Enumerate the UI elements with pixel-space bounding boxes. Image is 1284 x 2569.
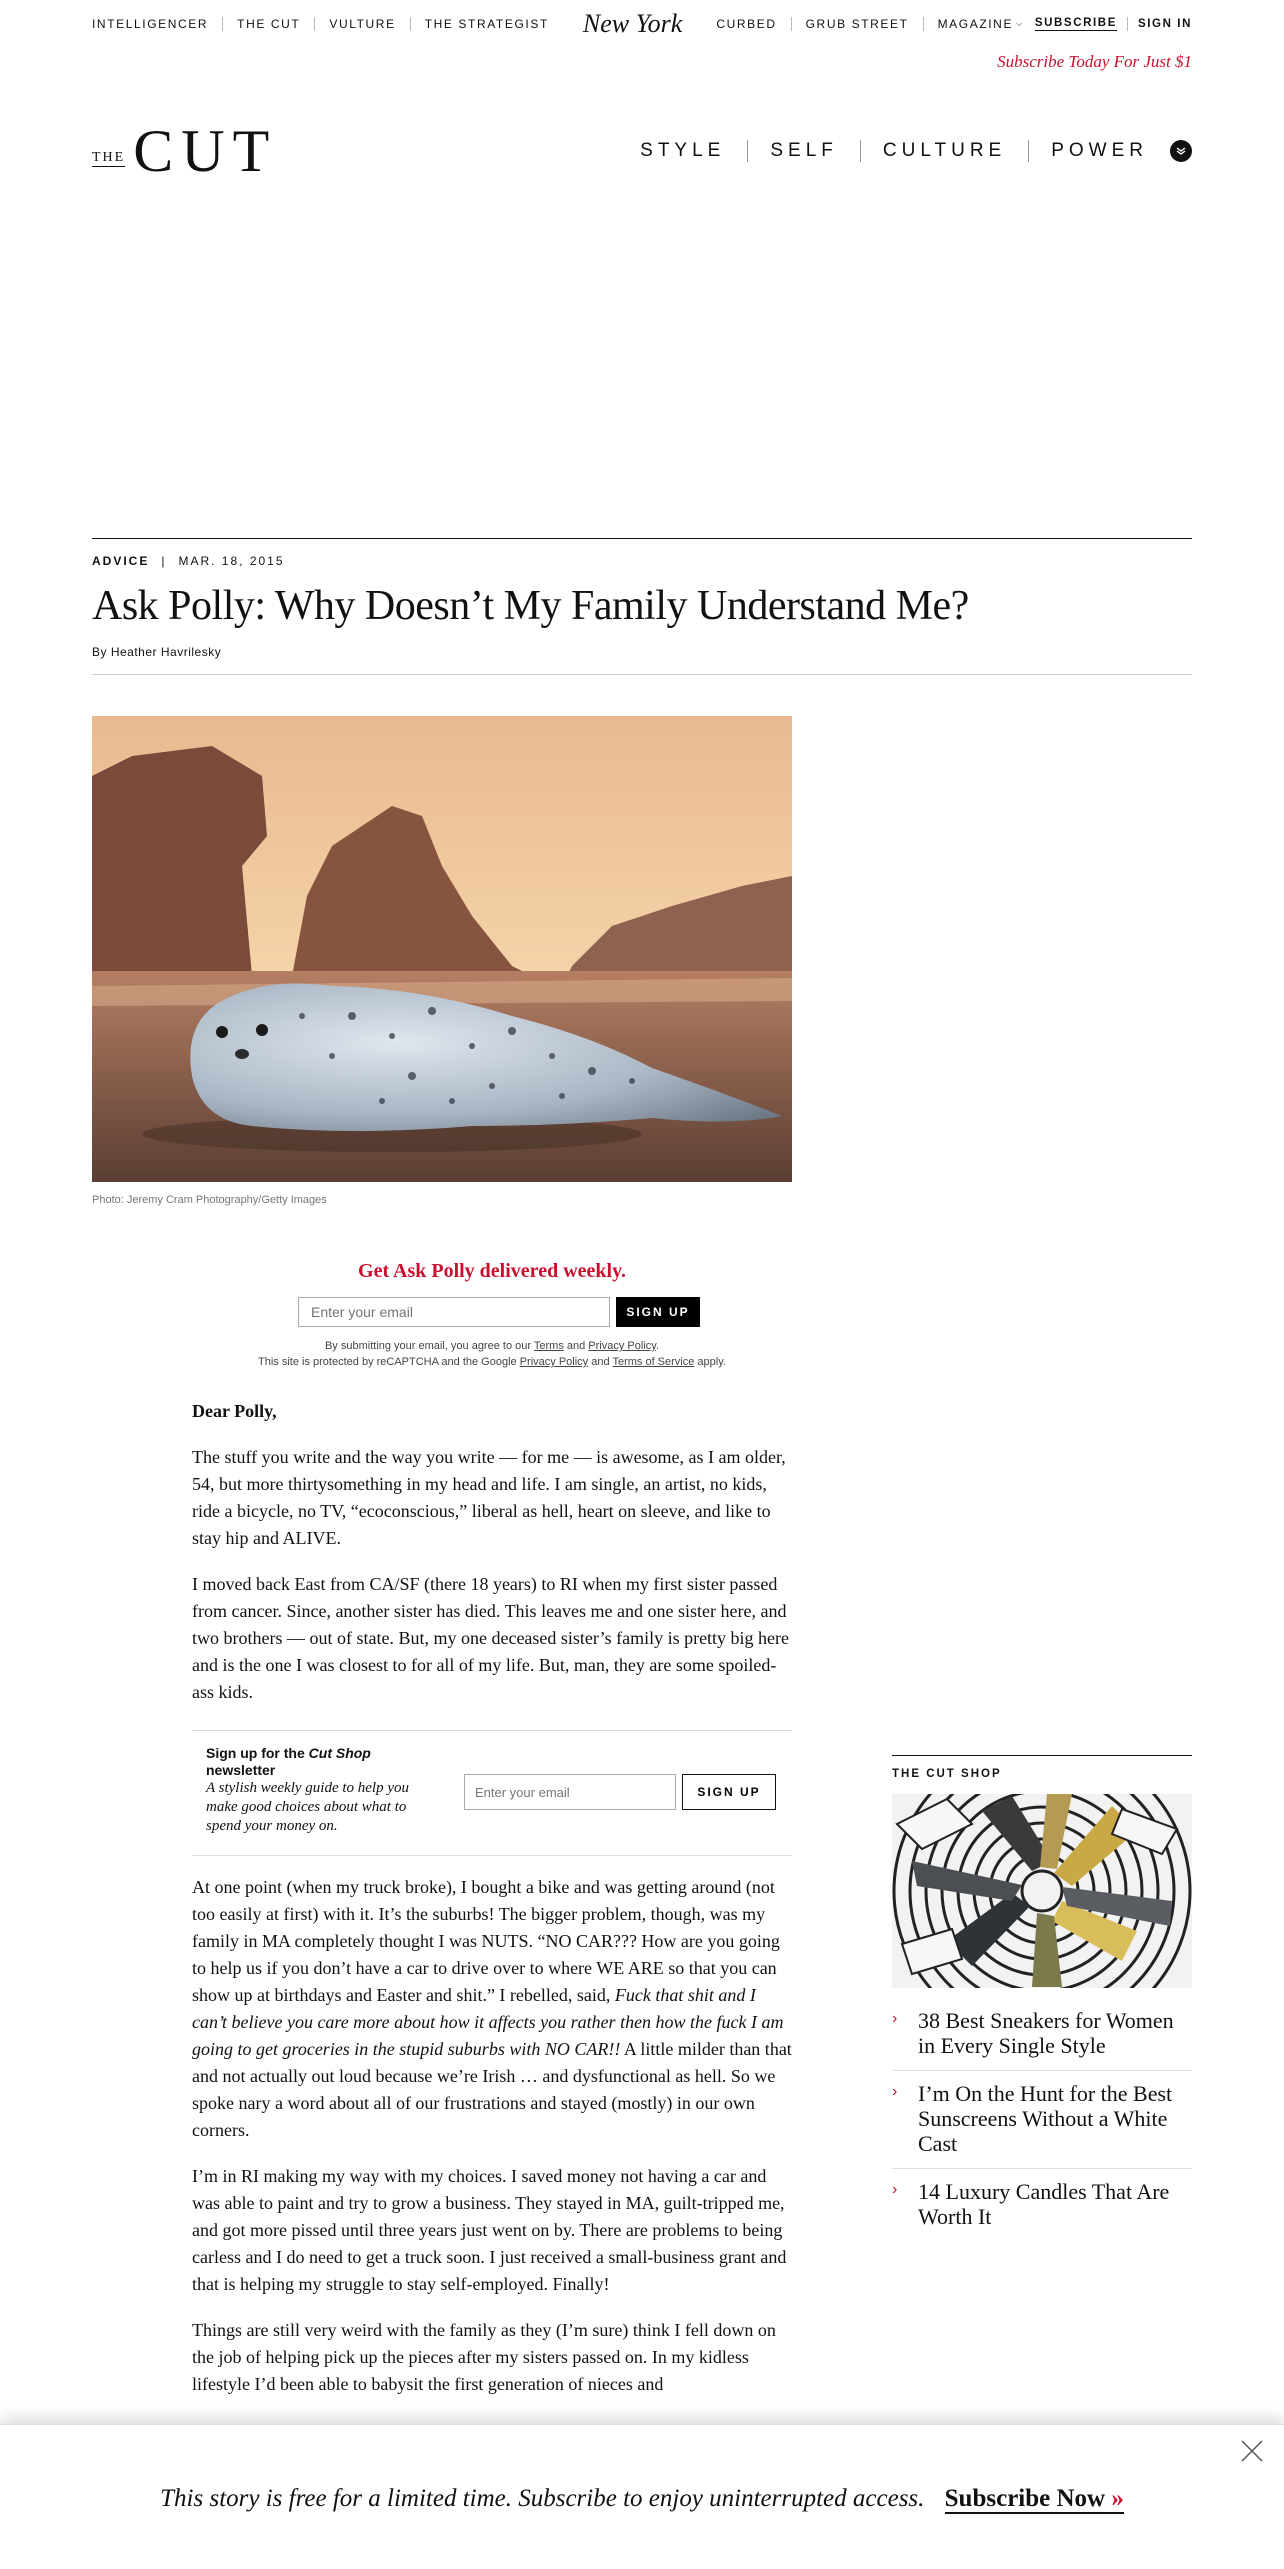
newsletter-title: Get Ask Polly delivered weekly. bbox=[358, 1260, 626, 1282]
nav-curbed[interactable]: CURBED bbox=[716, 17, 777, 31]
menu-chevron-icon[interactable] bbox=[1170, 140, 1192, 162]
fine-text: By submitting your email, you agree to our bbox=[324, 1340, 534, 1352]
section-self[interactable]: SELF bbox=[770, 140, 838, 161]
header-rule-bottom bbox=[92, 674, 1192, 675]
signup-title-post: newsletter bbox=[206, 1762, 276, 1778]
paywall-message: This story is free for a limited time. Subscribe to enjoy uninterrupted access. bbox=[160, 2485, 925, 2512]
cut-shop-signup bbox=[192, 1730, 792, 1856]
divider bbox=[791, 17, 792, 31]
fine-text: and bbox=[588, 1356, 613, 1368]
article-date: MAR. 18, 2015 bbox=[178, 554, 285, 568]
nav-magazine-label: MAGAZINE bbox=[937, 17, 1014, 31]
divider bbox=[410, 17, 411, 31]
cut-shop-item[interactable] bbox=[892, 2071, 1192, 2169]
article-kicker bbox=[92, 554, 285, 568]
subscribe-now-link[interactable] bbox=[945, 2485, 1124, 2514]
chevron-down-icon: ⌵ bbox=[1016, 19, 1024, 28]
cut-shop-article-list bbox=[892, 1998, 1192, 2241]
chevron-right-icon: › bbox=[892, 2083, 898, 2100]
close-icon[interactable] bbox=[1236, 2435, 1268, 2467]
signup-title-brand: Cut Shop bbox=[308, 1745, 371, 1761]
nav-the-cut[interactable]: THE CUT bbox=[237, 17, 301, 31]
cut-shop-item[interactable] bbox=[892, 2169, 1192, 2241]
newsletter-terms-text bbox=[92, 1340, 892, 1352]
privacy-policy-link[interactable]: Privacy Policy bbox=[588, 1340, 656, 1352]
fine-text: This site is protected by reCAPTCHA and the Google bbox=[258, 1356, 520, 1368]
divider bbox=[923, 17, 924, 31]
network-bar bbox=[92, 0, 1192, 48]
sidebar-rule bbox=[892, 1755, 1192, 1756]
sidebar-label: THE CUT SHOP bbox=[892, 1768, 1002, 1780]
divider bbox=[747, 140, 748, 162]
body-text-run: At one point (when my truck broke), I bought a bike and was getting around (not too easily at first) with it. It’s the suburbs! The bigger problem, though, was my family in MA completely thought I was NUTS. “NO CAR??? How are you going to help us if you don’t have a car to drive over to where WE ARE so that you can show up at birthdays and Easter and shit.” I rebelled, said, bbox=[192, 1877, 780, 2005]
network-links-left bbox=[92, 17, 549, 31]
divider bbox=[1028, 140, 1029, 162]
article-headline: Ask Polly: Why Doesn’t My Family Understand Me? bbox=[92, 583, 969, 629]
google-privacy-link[interactable]: Privacy Policy bbox=[519, 1356, 589, 1368]
google-terms-link[interactable]: Terms of Service bbox=[612, 1356, 695, 1368]
logo-the: THE bbox=[92, 150, 126, 165]
subscribe-promo-link[interactable]: Subscribe Today For Just $1 bbox=[997, 52, 1192, 71]
byline: By Heather Havrilesky bbox=[92, 645, 222, 659]
fine-text: . bbox=[655, 1340, 660, 1352]
body-paragraph bbox=[192, 1874, 792, 2144]
nav-the-strategist[interactable]: THE STRATEGIST bbox=[424, 17, 549, 31]
cut-shop-item-title: 14 Luxury Candles That Are Worth It bbox=[918, 2179, 1170, 2229]
rubric-link[interactable]: ADVICE bbox=[92, 554, 150, 568]
logo-cut: CUT bbox=[133, 118, 278, 184]
body-paragraph: The stuff you write and the way you write — for me — is awesome, as I am older, 54, but more thirtysomething in my head and life. I am single, an artist, no kids, ride a bicycle, no TV, “ecoconscious,” liberal as hell, heart on sleeve, and like to stay hip and ALIVE. bbox=[192, 1447, 786, 1548]
cut-shop-item-title: 38 Best Sneakers for Women in Every Single Style bbox=[918, 2008, 1174, 2058]
cut-shop-item[interactable] bbox=[892, 1998, 1192, 2071]
cut-shop-sidebar bbox=[892, 1755, 1192, 2241]
fine-text: and bbox=[563, 1340, 589, 1352]
body-paragraph: Things are still very weird with the family as they (I’m sure) think I fell down on the job of helping pick up the pieces after my sisters passed on. In my kidless lifestyle I’d been able to babysit the first generation of nieces and bbox=[192, 2320, 776, 2394]
chevron-right-icon: › bbox=[892, 2181, 898, 2198]
chevron-right-icon: › bbox=[892, 2010, 898, 2027]
nav-grub-street[interactable]: GRUB STREET bbox=[805, 17, 909, 31]
paywall-banner bbox=[0, 2424, 1284, 2569]
recaptcha-text bbox=[92, 1356, 892, 1368]
cut-shop-item-title: I’m On the Hunt for the Best Sunscreens Without a White Cast bbox=[918, 2081, 1173, 2156]
body-paragraph: I’m in RI making my way with my choices. I saved money not having a car and was able to paint and try to grow a business. They stayed in MA, guilt-tripped me, and got more pissed until three years just went on by. There are problems to being carless and I do need to get a truck soon. I just received a small-business grant and that is helping my struggle to stay self-employed. Finally! bbox=[192, 2166, 787, 2294]
signup-title-pre: Sign up for the bbox=[206, 1745, 309, 1761]
new-york-logo[interactable]: New York bbox=[582, 9, 683, 38]
section-power[interactable]: POWER bbox=[1051, 140, 1148, 161]
salutation: Dear Polly, bbox=[192, 1401, 277, 1421]
newsletter-email-input[interactable] bbox=[298, 1297, 610, 1327]
subscribe-now-label: Subscribe Now bbox=[944, 2485, 1106, 2512]
divider bbox=[222, 17, 223, 31]
body-text-italic: Fuck that shit and I can’t believe you care more about how it affects you rather then how the fuck I am going to get groceries in the stupid suburbs with NO CAR!! bbox=[192, 1985, 784, 2059]
divider bbox=[314, 17, 315, 31]
network-links-right bbox=[716, 17, 1023, 31]
fine-text: apply. bbox=[694, 1356, 726, 1368]
photo-credit: Photo: Jeremy Cram Photography/Getty Images bbox=[92, 1194, 327, 1206]
section-culture[interactable]: CULTURE bbox=[882, 140, 1007, 161]
body-text-run: A little milder than that and not actually out loud because we’re Irish … and dysfunctional as hell. So we spoke nary a word about all of our frustrations and stayed (mostly) in our own corners. bbox=[192, 2039, 792, 2140]
newsletter-signup-button[interactable]: SIGN UP bbox=[616, 1297, 700, 1327]
double-arrow-icon: » bbox=[1111, 2485, 1124, 2512]
cut-shop-signup-button[interactable]: SIGN UP bbox=[682, 1774, 776, 1810]
section-nav bbox=[640, 140, 1192, 162]
nav-vulture[interactable]: VULTURE bbox=[329, 17, 396, 31]
paywall-message-row bbox=[0, 2485, 1284, 2513]
nav-magazine[interactable] bbox=[938, 17, 1024, 31]
section-style[interactable]: STYLE bbox=[640, 140, 726, 161]
divider: | bbox=[161, 554, 167, 568]
sign-in-link[interactable]: SIGN IN bbox=[1137, 18, 1192, 30]
divider bbox=[860, 140, 861, 162]
hero-image-seal bbox=[92, 716, 792, 1182]
header-rule bbox=[92, 538, 1192, 539]
signup-description: A stylish weekly guide to help you make good choices about what to spend your money on. bbox=[206, 1780, 410, 1834]
cut-shop-signup-text bbox=[206, 1745, 436, 1836]
nav-intelligencer[interactable]: INTELLIGENCER bbox=[92, 17, 209, 31]
account-links bbox=[1035, 17, 1192, 31]
body-paragraph: I moved back East from CA/SF (there 18 years) to RI when my first sister passed from cancer. Since, another sister has died. This leaves me and one sister here, and two brothers — out of state. But, my one deceased sister’s family is pretty big here and is the one I was closest to for all of my life. But, man, they are some spoiled-ass kids. bbox=[192, 1574, 790, 1702]
masthead bbox=[92, 118, 1192, 184]
cut-shop-email-input[interactable] bbox=[464, 1774, 676, 1810]
article-body-top bbox=[192, 1398, 792, 1725]
newsletter-form bbox=[298, 1297, 700, 1327]
the-cut-logo[interactable] bbox=[92, 118, 278, 184]
subscribe-link[interactable]: SUBSCRIBE bbox=[1034, 17, 1117, 29]
article-body-bottom bbox=[192, 1874, 792, 2417]
terms-link[interactable]: Terms bbox=[533, 1340, 564, 1352]
sneakers-image[interactable] bbox=[892, 1794, 1192, 1988]
divider bbox=[1127, 17, 1128, 31]
